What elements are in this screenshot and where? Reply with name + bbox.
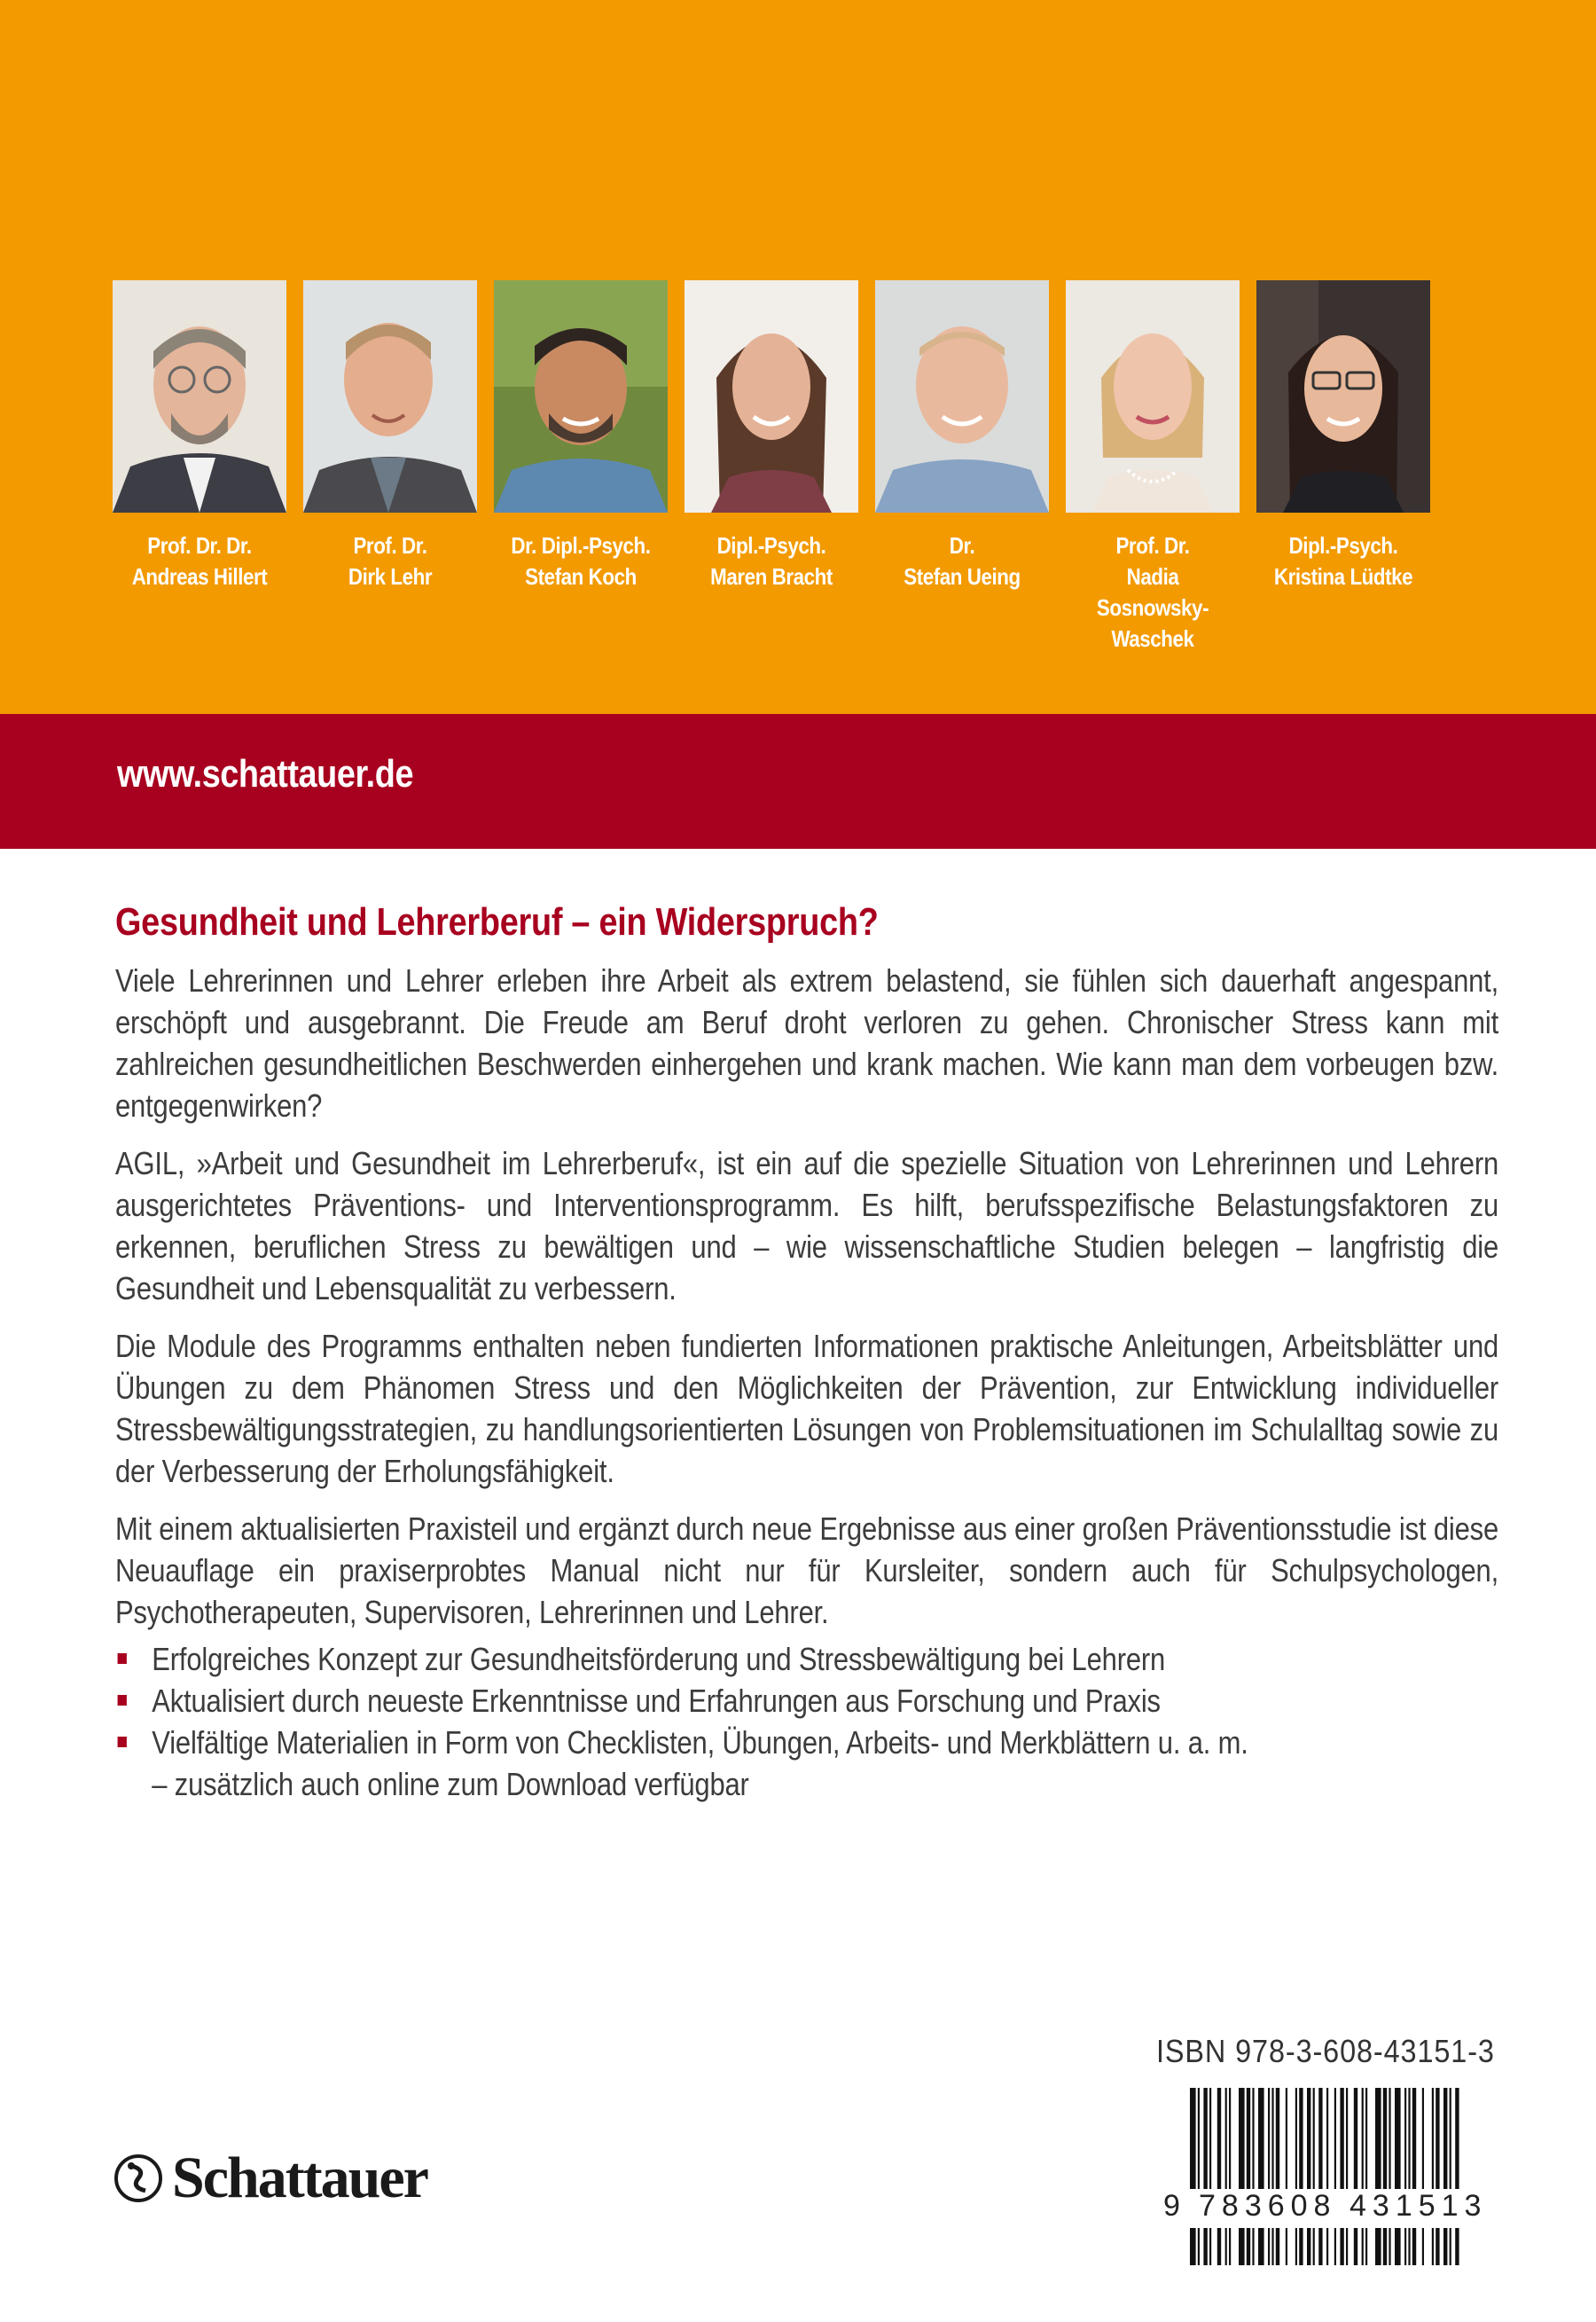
author-card: [1066, 280, 1240, 655]
barcode: [1169, 2088, 1516, 2265]
author-card: [494, 280, 668, 592]
barcode-bar: [1383, 2088, 1387, 2265]
author-name: Dr. Dipl.-Psych. Stefan Koch: [511, 532, 651, 590]
blurb-paragraph: AGIL, »Arbeit und Gesundheit im Lehrerberuf«, ist ein auf die spezielle Situation von Lehrerinnen und Lehrern ausgerichtetes Präventions- und Interventionsprogramm. Es hilft, berufsspezifische Belastungsfaktoren zu erkennen, beruflichen Stress zu bewältigen und – wie wissenschaftliche Studien belegen – langfristig die Gesundheit und Lebensqualität zu verbessern.: [115, 1145, 1499, 1306]
barcode-bar: [1334, 2088, 1336, 2265]
author-name: Dipl.-Psych. Maren Bracht: [710, 532, 833, 590]
barcode-bar: [1268, 2088, 1270, 2265]
barcode-bar: [1239, 2088, 1245, 2265]
author-card: [113, 280, 286, 592]
barcode-bar: [1354, 2088, 1357, 2265]
barcode-bar: [1443, 2088, 1447, 2265]
blurb-headline: Gesundheit und Lehrerberuf – ein Widerspruch?: [115, 900, 879, 944]
barcode-bar: [1436, 2088, 1439, 2265]
barcode-bar: [1389, 2088, 1390, 2265]
feature-list: [115, 1638, 1498, 1805]
feature-continuation: – zusätzlich auch online zum Download verfügbar: [152, 1766, 749, 1802]
barcode-bar: [1247, 2088, 1250, 2265]
publisher-name: Schattauer: [172, 2145, 427, 2210]
blurb-paragraph: Die Module des Programms enthalten neben fundierten Informationen praktische Anleitungen, Arbeitsblätter und Übungen zu dem Phänomen Stress und den Möglichkeiten der Prävention, zur Entwicklung individueller Stressbewältigungsstrategien, zu handlungsorientierten Lösungen von Problemsituationen im Schulalltag sowie zu der Verbesserung der Erholungsfähigkeit.: [115, 1328, 1499, 1489]
bullet-square-icon: [118, 1695, 127, 1706]
blurb-paragraph: Viele Lehrerinnen und Lehrer erleben ihre Arbeit als extrem belastend, sie fühlen sich dauerhaft angespannt, erschöpft und ausgebrannt. Die Freude am Beruf droht verloren zu gehen. Chronischer Stress kann mit zahlreichen gesundheitlichen Beschwerden einhergehen und krank machen. Wie kann man dem vorbeugen bzw. entgegenwirken?: [115, 962, 1499, 1124]
barcode-bar: [1455, 2088, 1459, 2265]
author-photo: [1066, 280, 1240, 513]
author-photo: [113, 280, 286, 513]
barcode-bar: [1271, 2088, 1273, 2265]
isbn-label: ISBN 978-3-608-43151-3: [1156, 2033, 1495, 2069]
feature-item: [115, 1680, 1498, 1722]
barcode-bars: [1169, 2088, 1516, 2265]
barcode-bar: [1408, 2088, 1410, 2265]
barcode-group-1: 783608: [1199, 2189, 1337, 2223]
barcode-bar: [1286, 2088, 1287, 2265]
barcode-bar: [1326, 2088, 1328, 2265]
author-gallery: [113, 280, 1434, 662]
barcode-bar: [1412, 2088, 1416, 2265]
barcode-bar: [1450, 2088, 1451, 2265]
barcode-bar: [1295, 2088, 1297, 2265]
barcode-group-2: 431513: [1350, 2189, 1488, 2223]
blurb-paragraph: Mit einem aktualisierten Praxisteil und ergänzt durch neue Ergebnisse aus einer großen Präventionsstudie ist diese Neuauflage ein praxiserprobtes Manual nicht nur für Kursleiter, sondern auch für Schulpsychologen, Psychotherapeuten, Supervisoren, Lehrerinnen und Lehrer.: [115, 1510, 1499, 1630]
barcode-bar: [1340, 2088, 1343, 2265]
barcode-bar: [1365, 2088, 1367, 2265]
author-photo: [303, 280, 477, 513]
author-photo: [875, 280, 1049, 513]
feature-text: Vielfältige Materialien in Form von Checklisten, Übungen, Arbeits- und Merkblättern u. a. m.: [152, 1724, 1248, 1761]
barcode-bar: [1318, 2088, 1322, 2265]
barcode-bar: [1375, 2088, 1381, 2265]
barcode-bar: [1190, 2088, 1196, 2265]
barcode-bar: [1299, 2088, 1303, 2265]
author-photo: [494, 280, 668, 513]
author-photo: [1256, 280, 1430, 513]
barcode-bar: [1203, 2088, 1207, 2265]
barcode-bar: [1209, 2088, 1211, 2265]
blurb: [115, 896, 1498, 1805]
barcode-bar: [1252, 2088, 1254, 2265]
barcode-bar: [1346, 2088, 1348, 2265]
feature-item: [115, 1722, 1498, 1805]
barcode-bar: [1217, 2088, 1221, 2265]
author-card: [685, 280, 858, 592]
barcode-digits: [1163, 2189, 1516, 2228]
author-name: Dr. Stefan Ueing: [904, 532, 1021, 590]
barcode-lead-digit: 9: [1163, 2189, 1186, 2223]
author-name: Prof. Dr. Dirk Lehr: [348, 532, 433, 590]
bullet-square-icon: [118, 1737, 127, 1747]
feature-text: Erfolgreiches Konzept zur Gesundheitsförderung und Stressbewältigung bei Lehrern: [152, 1641, 1166, 1677]
feature-item: [115, 1638, 1498, 1680]
barcode-bar: [1362, 2088, 1364, 2265]
barcode-bar: [1276, 2088, 1279, 2265]
barcode-bar: [1229, 2088, 1231, 2265]
barcode-bar: [1307, 2088, 1310, 2265]
barcode-bar: [1395, 2088, 1401, 2265]
publisher-emblem-icon: [113, 2153, 163, 2203]
author-card: [875, 280, 1049, 592]
barcode-bar: [1313, 2088, 1315, 2265]
website-link[interactable]: www.schattauer.de: [117, 752, 414, 796]
barcode-bar: [1225, 2088, 1227, 2265]
barcode-bar: [1404, 2088, 1406, 2265]
barcode-bar: [1198, 2088, 1200, 2265]
publisher-logo: [113, 2146, 427, 2210]
barcode-bar: [1432, 2088, 1434, 2265]
barcode-bar: [1422, 2088, 1424, 2265]
author-card: [1256, 280, 1430, 592]
author-name: Dipl.-Psych. Kristina Lüdtke: [1273, 532, 1413, 590]
feature-text: Aktualisiert durch neueste Erkenntnisse und Erfahrungen aus Forschung und Praxis: [152, 1683, 1161, 1719]
barcode-bar: [1258, 2088, 1264, 2265]
author-name: Prof. Dr. Nadia Sosnowsky- Waschek: [1096, 532, 1209, 652]
bullet-square-icon: [118, 1653, 127, 1664]
author-photo: [685, 280, 858, 513]
author-card: [303, 280, 477, 592]
author-name: Prof. Dr. Dr. Andreas Hillert: [131, 532, 268, 590]
